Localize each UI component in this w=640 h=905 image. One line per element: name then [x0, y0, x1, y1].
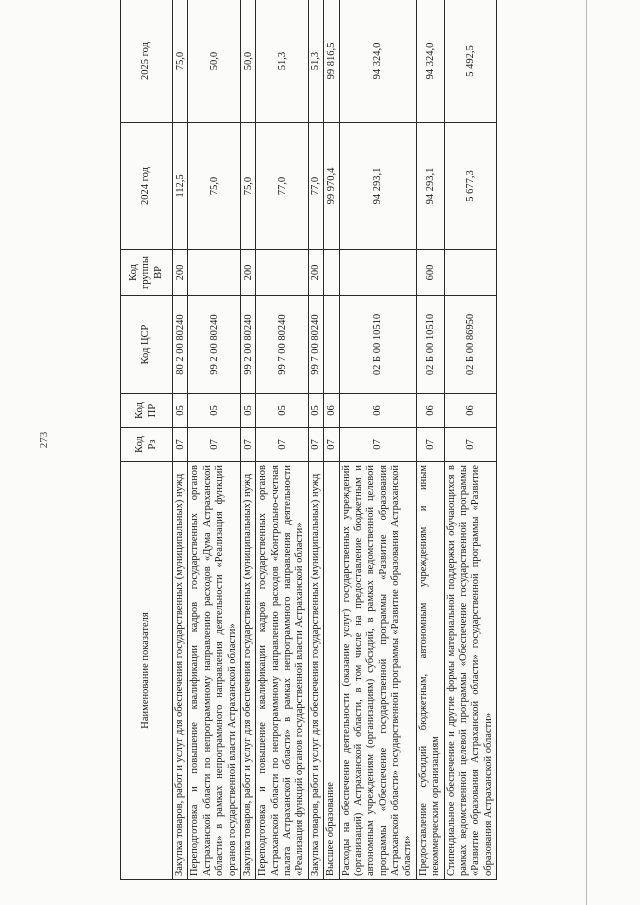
row-rz: 07	[339, 428, 416, 462]
page-number: 273	[38, 431, 50, 449]
row-csr: 99 7 00 80240	[308, 296, 323, 394]
scan-edge-line	[586, 0, 587, 905]
row-rz: 07	[324, 428, 339, 462]
row-2024: 77,0	[256, 123, 309, 250]
row-csr	[324, 296, 339, 394]
row-pr: 05	[240, 394, 255, 428]
header-vr: Код группы ВР	[121, 250, 173, 296]
header-2024: 2024 год	[121, 123, 173, 250]
row-2025: 51,3	[308, 0, 323, 123]
row-vr	[444, 250, 497, 296]
row-rz: 07	[188, 428, 241, 462]
row-rz: 07	[308, 428, 323, 462]
row-pr: 05	[308, 394, 323, 428]
row-2025: 94 324,0	[339, 0, 416, 123]
row-rz: 07	[173, 428, 188, 462]
table-row	[416, 0, 444, 880]
row-2024: 99 970,4	[324, 123, 339, 250]
row-2024: 5 677,3	[444, 123, 497, 250]
row-pr: 06	[324, 394, 339, 428]
header-2025: 2025 год	[121, 0, 173, 123]
table-header-row	[121, 0, 173, 880]
row-rz: 07	[416, 428, 444, 462]
row-2025: 5 492,5	[444, 0, 497, 123]
row-vr	[188, 250, 241, 296]
row-name: Высшее образование	[324, 462, 339, 880]
row-name: Предоставление субсидий бюджетным, автономным учреждениям и иным некоммерческим организациям	[416, 462, 444, 880]
row-rz: 07	[256, 428, 309, 462]
row-name: Закупка товаров, работ и услуг для обеспечения государственных (муниципальных) нужд	[240, 462, 255, 880]
table-row	[339, 0, 416, 880]
row-name: Закупка товаров, работ и услуг для обеспечения государственных (муниципальных) нужд	[173, 462, 188, 880]
table-row	[444, 0, 497, 880]
row-2025: 99 816,5	[324, 0, 339, 123]
row-vr	[339, 250, 416, 296]
header-name: Наименование показателя	[121, 462, 173, 880]
row-vr	[324, 250, 339, 296]
table-row	[188, 0, 241, 880]
row-name: Стипендиальное обеспечение и другие формы материальной поддержки обучающихся в рамках ведомственной целевой программы «Обеспечение государственной программы «Развитие образования Астраханской области» государственной программы «Развитие образования Астраханской области»	[444, 462, 497, 880]
row-2025: 51,3	[256, 0, 309, 123]
row-name: Закупка товаров, работ и услуг для обеспечения государственных (муниципальных) нужд	[308, 462, 323, 880]
row-csr: 99 2 00 80240	[188, 296, 241, 394]
header-pr: Код ПР	[121, 394, 173, 428]
row-vr: 200	[308, 250, 323, 296]
row-name: Переподготовка и повышение квалификации кадров государственных органов Астраханской области по непрограммному направлению расходов «Дума Астраханской области» в рамках непрограммного направления деятельности «Реализация функций органов государственной власти Астраханской области»	[188, 462, 241, 880]
row-pr: 06	[416, 394, 444, 428]
table-row	[173, 0, 188, 880]
row-pr: 05	[173, 394, 188, 428]
row-2024: 77,0	[308, 123, 323, 250]
row-pr: 05	[188, 394, 241, 428]
row-2025: 50,0	[188, 0, 241, 123]
budget-table	[120, 0, 497, 880]
row-2025: 75,0	[173, 0, 188, 123]
row-name: Расходы на обеспечение деятельности (оказание услуг) государственных учреждений (организаций) Астраханской области, в том числе на предоставление бюджетным и автономным учреждениям (организациям) субсидий, в рамках ведомственной целевой программы «Обеспечение государственной программы «Развитие образования Астраханской области» государственной программы «Развитие образования Астраханской области»	[339, 462, 416, 880]
header-csr: Код ЦСР	[121, 296, 173, 394]
header-rz: Код Рз	[121, 428, 173, 462]
row-rz: 07	[240, 428, 255, 462]
row-csr: 02 Б 00 10510	[339, 296, 416, 394]
row-csr: 02 Б 00 10510	[416, 296, 444, 394]
row-vr: 600	[416, 250, 444, 296]
row-vr: 200	[173, 250, 188, 296]
row-pr: 06	[444, 394, 497, 428]
row-2025: 50,0	[240, 0, 255, 123]
row-2024: 75,0	[188, 123, 241, 250]
row-csr: 80 2 00 80240	[173, 296, 188, 394]
row-csr: 02 Б 00 86950	[444, 296, 497, 394]
row-csr: 99 2 00 80240	[240, 296, 255, 394]
table-row	[324, 0, 339, 880]
row-2024: 112,5	[173, 123, 188, 250]
row-2024: 94 293,1	[416, 123, 444, 250]
row-2024: 75,0	[240, 123, 255, 250]
rotated-page-content	[38, 0, 560, 880]
row-pr: 06	[339, 394, 416, 428]
table-row	[256, 0, 309, 880]
row-vr: 200	[240, 250, 255, 296]
row-csr: 99 7 00 80240	[256, 296, 309, 394]
table-row	[308, 0, 323, 880]
row-rz: 07	[444, 428, 497, 462]
row-name: Переподготовка и повышение квалификации кадров государственных органов Астраханской области по непрограммному направлению расходов «Контрольно-счетная палата Астраханской области» в рамках непрограммного направления деятельности «Реализация функций органов государственной власти Астраханской области»	[256, 462, 309, 880]
row-2025: 94 324,0	[416, 0, 444, 123]
row-2024: 94 293,1	[339, 123, 416, 250]
table-row	[240, 0, 255, 880]
row-pr: 05	[256, 394, 309, 428]
row-vr	[256, 250, 309, 296]
